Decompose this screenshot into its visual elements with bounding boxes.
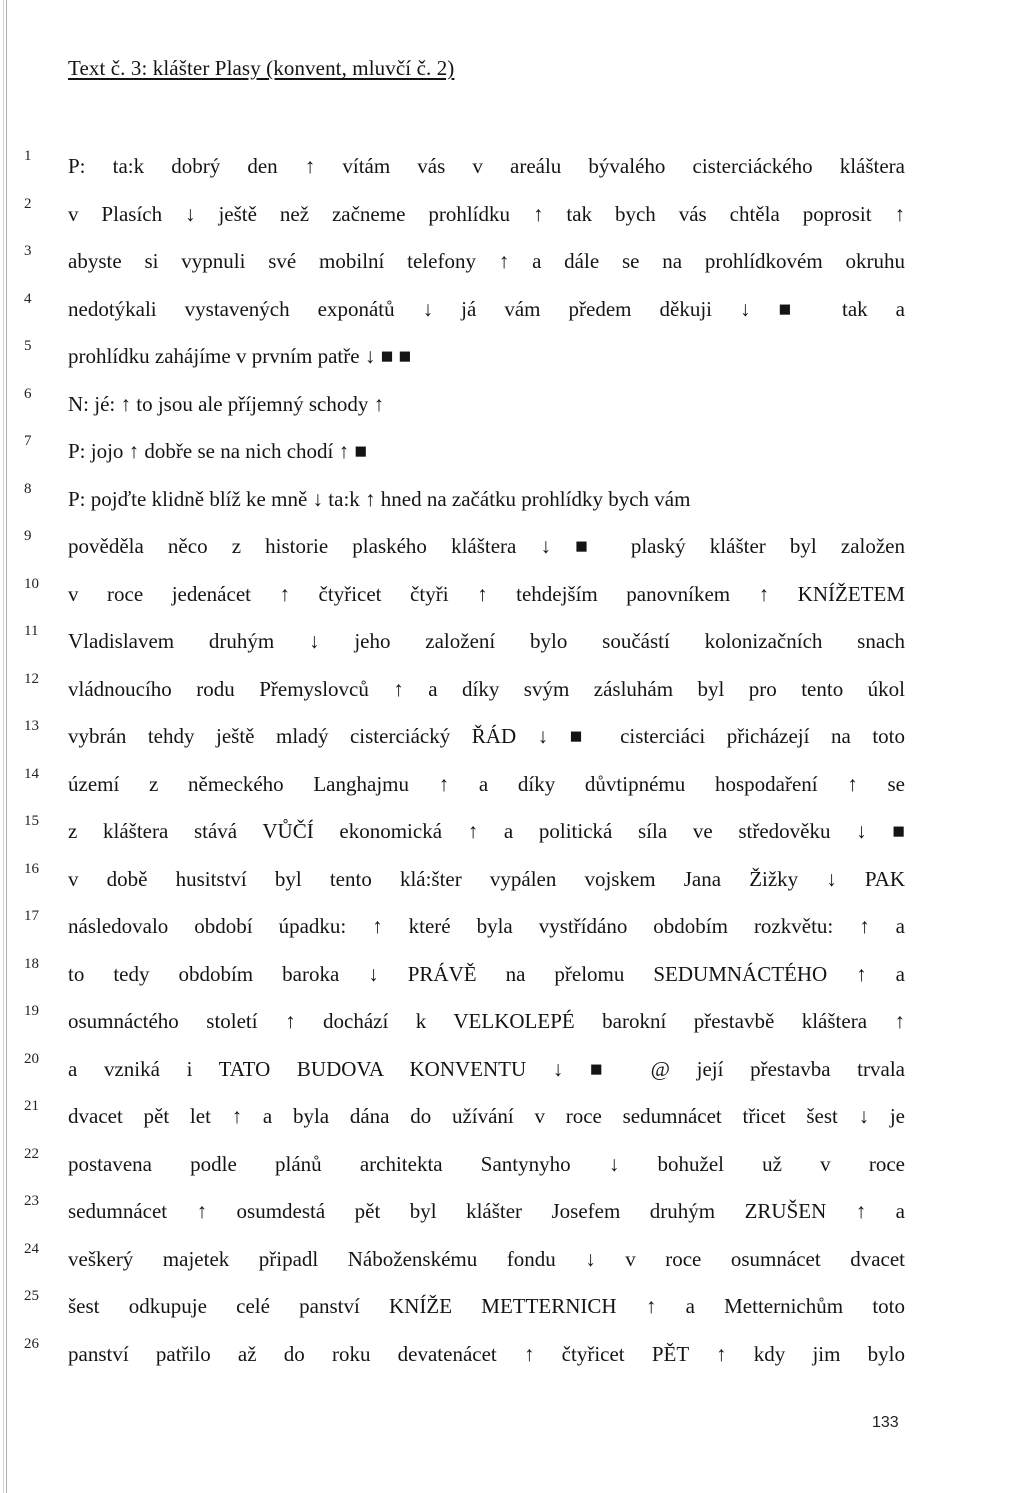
line-number: 5 <box>24 338 32 354</box>
transcript-line <box>0 245 1024 293</box>
line-text: postavena podle plánů architekta Santynyho ↓ bohužel už v roce <box>68 1151 905 1176</box>
line-text: panství patřilo až do roku devatenácet ↑ čtyřicet PĚT ↑ kdy jim bylo <box>68 1341 905 1366</box>
transcript-line <box>0 1100 1024 1148</box>
line-number: 9 <box>24 528 32 544</box>
line-text: prohlídku zahájíme v prvním patře ↓ ■ ■ <box>68 344 412 368</box>
line-text: dvacet pět let ↑ a byla dána do užívání v roce sedumnácet třicet šest ↓ je <box>68 1104 905 1128</box>
transcript-line <box>0 860 1024 911</box>
line-number: 4 <box>24 290 32 307</box>
line-number: 19 <box>24 1003 39 1019</box>
line-text: v době husitství byl tento klá:šter vypálen vojskem Jana Žižky ↓ PAK <box>68 866 905 891</box>
line-number: 6 <box>24 385 32 402</box>
transcript-line <box>0 150 1024 198</box>
line-text: následovalo období úpadku: ↑ které byla vystřídáno obdobím rozkvětu: ↑ a <box>68 914 905 938</box>
transcript-line <box>0 1145 1024 1196</box>
line-number: 13 <box>24 718 39 734</box>
transcript-line <box>0 530 1024 578</box>
line-number: 21 <box>24 1098 39 1114</box>
transcript-line <box>0 575 1024 626</box>
transcript-line <box>0 340 1024 388</box>
line-text: P: pojďte klidně blíž ke mně ↓ ta:k ↑ hned na začátku prohlídky bych vám <box>68 486 691 511</box>
transcript-line <box>0 1335 1024 1386</box>
line-text: nedotýkali vystavených exponátů ↓ já vám předem děkuji ↓ ■ tak a <box>68 296 905 321</box>
transcript-line <box>0 910 1024 958</box>
line-text: v roce jedenácet ↑ čtyřicet čtyři ↑ tehdejším panovníkem ↑ KNÍŽETEM <box>68 581 905 606</box>
line-text: to tedy obdobím baroka ↓ PRÁVĚ na přelomu SEDUMNÁCTÉHO ↑ a <box>68 961 905 986</box>
transcript-line <box>0 435 1024 483</box>
line-number: 18 <box>24 955 39 972</box>
line-number: 20 <box>24 1050 39 1067</box>
transcript-line <box>0 670 1024 721</box>
line-number: 26 <box>24 1335 39 1352</box>
transcript-line <box>0 195 1024 246</box>
transcript-line <box>0 815 1024 863</box>
line-text: P: jojo ↑ dobře se na nich chodí ↑ ■ <box>68 439 368 463</box>
line-number: 17 <box>24 908 39 924</box>
line-number: 25 <box>24 1288 39 1304</box>
line-number: 15 <box>24 813 39 829</box>
transcript-line <box>0 385 1024 436</box>
line-number: 24 <box>24 1240 39 1257</box>
line-text: sedumnácet ↑ osumdestá pět byl klášter Josefem druhým ZRUŠEN ↑ a <box>68 1199 905 1223</box>
line-number: 11 <box>24 623 39 639</box>
line-number: 22 <box>24 1145 39 1162</box>
line-text: P: ta:k dobrý den ↑ vítám vás v areálu bývalého cisterciáckého kláštera <box>68 154 905 178</box>
transcript-line <box>0 1290 1024 1338</box>
transcript-line <box>0 955 1024 1006</box>
transcript-line <box>0 765 1024 816</box>
transcript-line <box>0 290 1024 341</box>
line-number: 16 <box>24 860 39 877</box>
line-number: 7 <box>24 433 32 449</box>
transcript-line <box>0 480 1024 531</box>
line-text: vládnoucího rodu Přemyslovců ↑ a díky svým zásluhám byl pro tento úkol <box>68 676 905 701</box>
line-text: veškerý majetek připadl Náboženskému fondu ↓ v roce osumnácet dvacet <box>68 1246 905 1271</box>
line-number: 14 <box>24 765 39 782</box>
transcript-line <box>0 1240 1024 1291</box>
line-text: a vzniká i TATO BUDOVA KONVENTU ↓ ■ @ její přestavba trvala <box>68 1056 905 1081</box>
transcript-line <box>0 720 1024 768</box>
line-number: 10 <box>24 575 39 592</box>
transcript-line <box>0 625 1024 673</box>
line-number: 1 <box>24 148 32 164</box>
line-text: abyste si vypnuli své mobilní telefony ↑ a dále se na prohlídkovém okruhu <box>68 249 905 273</box>
line-number: 8 <box>24 480 32 497</box>
transcript-body <box>0 150 1024 1385</box>
page-number: 133 <box>872 1414 899 1431</box>
line-number: 23 <box>24 1193 39 1209</box>
line-text: šest odkupuje celé panství KNÍŽE METTERNICH ↑ a Metternichům toto <box>68 1294 905 1318</box>
line-text: pověděla něco z historie plaského kláštera ↓ ■ plaský klášter byl založen <box>68 534 905 558</box>
line-text: N: jé: ↑ to jsou ale příjemný schody ↑ <box>68 391 385 416</box>
line-text: v Plasích ↓ ještě než začneme prohlídku ↑ tak bych vás chtěla poprosit ↑ <box>68 201 905 226</box>
transcript-line <box>0 1005 1024 1053</box>
transcript-line <box>0 1195 1024 1243</box>
line-text: vybrán tehdy ještě mladý cisterciácký ŘÁD ↓ ■ cisterciáci přicházejí na toto <box>68 724 905 748</box>
line-text: území z německého Langhajmu ↑ a díky důvtipnému hospodaření ↑ se <box>68 771 905 796</box>
line-number: 12 <box>24 670 39 687</box>
line-text: osumnáctého století ↑ dochází k VELKOLEPÉ barokní přestavbě kláštera ↑ <box>68 1009 905 1033</box>
line-text: Vladislavem druhým ↓ jeho založení bylo součástí kolonizačních snach <box>68 629 905 653</box>
transcript-line <box>0 1050 1024 1101</box>
line-text: z kláštera stává VŮČÍ ekonomická ↑ a politická síla ve středověku ↓ ■ <box>68 819 905 843</box>
document-title: Text č. 3: klášter Plasy (konvent, mluvčí č. 2) <box>68 56 455 80</box>
line-number: 3 <box>24 243 32 259</box>
line-number: 2 <box>24 195 32 212</box>
